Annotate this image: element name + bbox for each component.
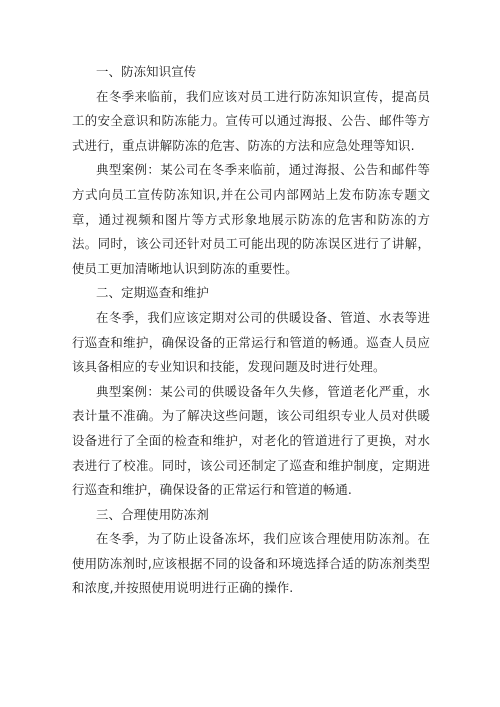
section-heading: 二、定期巡查和维护 — [96, 285, 209, 301]
section-heading: 一、防冻知识宣传 — [96, 64, 197, 79]
body-paragraph: 在冬季来临前，我们应该对员工进行防冻知识宣传，提高员工的安全意识和防冻能力。宣传可以通过海报、公告、邮件等方式进行，重点讲解防冻的危害、防冻的方法和应急处理等知识. — [72, 88, 430, 153]
case-paragraph: 典型案例：某公司的供暖设备年久失修，管道老化严重，水表计量不准确。为了解决这些问题，该公司组织专业人员对供暖设备进行了全面的检查和维护，对老化的管道进行了更换，对水表进行了校准。同时，该公司还制定了巡查和维护制度，定期进行巡查和维护，确保设备的正常运行和管道的畅通. — [72, 383, 430, 498]
body-paragraph: 在冬季，我们应该定期对公司的供暖设备、管道、水表等进行巡查和维护，确保设备的正常运行和管道的畅通。巡查人员应该具备相应的专业知识和技能，发现问题及时进行处理。 — [72, 309, 430, 375]
document-page — [72, 60, 430, 601]
case-paragraph: 典型案例：某公司在冬季来临前，通过海报、公告和邮件等方式向员工宣传防冻知识,并在公司内部网站上发布防冻专题文章，通过视频和图片等方式形象地展示防冻的危害和防冻的方法。同时，该公司还针对员工可能出现的防冻误区进行了讲解，使员工更加清晰地认识到防冻的重要性。 — [72, 162, 430, 276]
section-heading: 三、合理使用防冻剂 — [96, 506, 209, 522]
body-paragraph: 在冬季，为了防止设备冻坏，我们应该合理使用防冻剂。在使用防冻剂时,应该根据不同的设备和环境选择合适的防冻剂类型和浓度,并按照使用说明进行正确的操作. — [72, 531, 430, 596]
